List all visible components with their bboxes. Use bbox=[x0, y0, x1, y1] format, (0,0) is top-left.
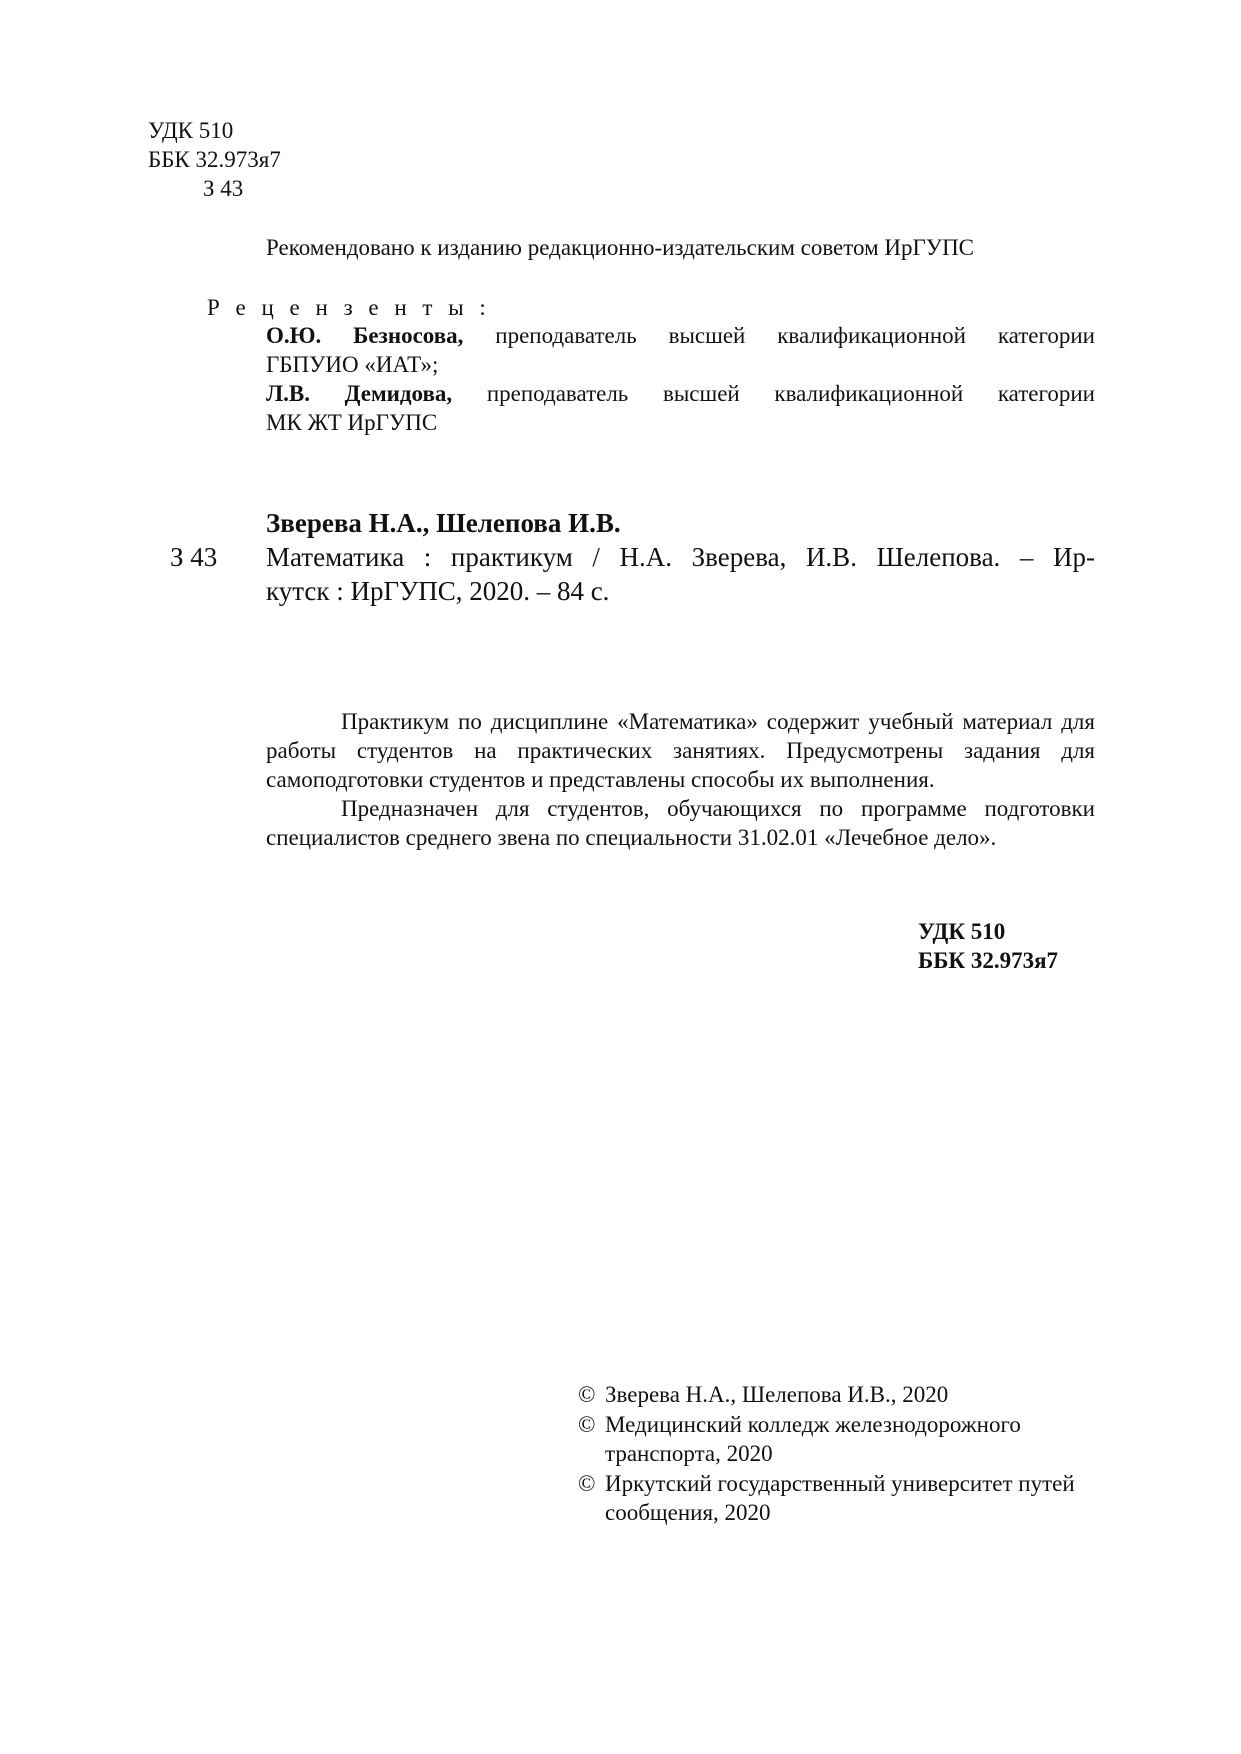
copyright-item bbox=[578, 1410, 1098, 1468]
classification-codes-bottom bbox=[918, 917, 1058, 975]
reviewer-position: преподаватель высшей квалификационной категории bbox=[495, 323, 1095, 348]
copyright-text: Медицинский колледж железнодорожного транспорта, 2020 bbox=[605, 1412, 1021, 1466]
udk-code: УДК 510 bbox=[148, 118, 234, 143]
reviewer-name: О.Ю. Безносова, bbox=[266, 323, 464, 348]
reviewer-line bbox=[266, 321, 1095, 350]
author-mark: З 43 bbox=[203, 176, 244, 201]
reviewer-entry bbox=[266, 379, 1095, 437]
abstract-paragraph: Предназначен для студентов, обучающихся по программе подготовки специалистов среднего звена по специальности 31.02.01 «Лечебное дело». bbox=[266, 796, 1095, 850]
abstract-paragraph: Практикум по дисциплине «Математика» содержит учебный материал для работы студентов на практических занятиях. Предусмотрены задания для самоподготовки студентов и представлены способы их выполнения. bbox=[266, 709, 1095, 792]
copyright-item bbox=[578, 1469, 1098, 1527]
copyright-text: Иркутский государственный университет путей сообщения, 2020 bbox=[605, 1471, 1075, 1525]
copyright-text: Зверева Н.А., Шелепова И.В., 2020 bbox=[605, 1382, 949, 1407]
bbk-code: ББК 32.973я7 bbox=[918, 948, 1059, 973]
udk-code: УДК 510 bbox=[918, 919, 1006, 944]
copyright-symbol: © bbox=[578, 1471, 596, 1496]
reviewer-line bbox=[266, 379, 1095, 408]
reviewer-entry bbox=[266, 321, 1095, 379]
bibliographic-line: кутск : ИрГУПС, 2020. – 84 с. bbox=[266, 576, 610, 606]
abstract bbox=[266, 707, 1095, 852]
reviewers-heading: Р е ц е н з е н т ы : bbox=[207, 295, 491, 320]
catalog-number: З 43 bbox=[170, 542, 218, 572]
classification-codes bbox=[148, 116, 281, 203]
copyright-block bbox=[578, 1380, 1098, 1528]
bbk-code: ББК 32.973я7 bbox=[148, 147, 281, 172]
bibliographic-description bbox=[266, 540, 1095, 608]
bibliographic-line: Математика : практикум / Н.А. Зверева, И.В. Шелепова. – Ир- bbox=[266, 542, 1095, 572]
recommendation-note: Рекомендовано к изданию редакционно-издательским советом ИрГУПС bbox=[266, 235, 975, 260]
reviewer-organization: МК ЖТ ИрГУПС bbox=[266, 410, 438, 435]
authors-heading: Зверева Н.А., Шелепова И.В. bbox=[266, 508, 621, 538]
reviewer-position: преподаватель высшей квалификационной категории bbox=[486, 381, 1095, 406]
reviewer-organization: ГБПУИО «ИАТ»; bbox=[266, 352, 439, 377]
copyright-symbol: © bbox=[578, 1382, 596, 1407]
reviewer-name: Л.В. Демидова, bbox=[266, 381, 453, 406]
copyright-item bbox=[578, 1380, 1098, 1409]
copyright-symbol: © bbox=[578, 1412, 596, 1437]
